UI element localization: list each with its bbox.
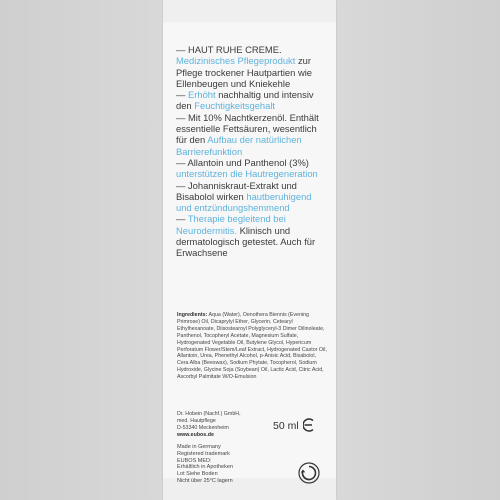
claim-3-highlight: Aufbau der natürlichen Barrierefunktion [176,134,302,157]
made-in-line-2: Registered trademark [177,450,230,457]
claim-1 [176,55,328,89]
claim-2-dash: — [176,89,188,101]
manufacturer-line-1: Dr. Hobein (Nachf.) GmbH, [177,411,241,417]
background-right [340,0,500,500]
manufacturer-info [177,411,277,439]
manufacturer-line-3: D-53340 Meckenheim [177,424,229,431]
claim-5-highlight: hautberuhigend und entzündungshemmend [176,190,312,214]
recycle-icon [298,462,320,484]
made-in-line-5: Lot Siehe Boden [177,471,218,478]
claim-5 [176,180,328,214]
claim-4 [176,157,328,180]
claim-3 [176,112,328,157]
made-in-line-3: EUBOS MED: [177,457,212,464]
claim-1-highlight: Medizinisches Pflegeprodukt [176,55,296,67]
claim-2-highlight: Erhöht [187,89,216,101]
claim-4-text: — Allantoin und Panthenol (3%) [176,156,309,168]
made-in-line-6: Nicht über 25°C lagern [177,477,233,484]
claim-6 [176,213,328,258]
claim-2-text: nachhaltig und intensiv den [176,89,314,112]
made-in-info [177,444,277,485]
claim-2 [176,89,328,112]
claim-2-highlight-2: Feuchtigkeitsgehalt [194,100,276,112]
claim-6-text: Klinisch und dermatologisch getestet. Auch für Erwachsene [176,224,316,259]
claims-title: — HAUT RUHE CREME. [176,44,282,55]
estimated-e-icon [303,417,315,433]
panel-top-flap [163,0,336,22]
package-back-panel [163,0,336,500]
ingredients-label: Ingredients: [177,312,208,318]
volume-label: 50 ml [273,420,299,432]
product-claims [176,44,328,259]
claim-5-text: — Johanniskraut-Extrakt und Bisabolol wirken [176,179,297,202]
claim-3-text: — Mit 10% Nachtkerzenöl. Enthält essentielle Fettsäuren, wesentlich für den [176,111,319,146]
background-left [0,0,160,500]
manufacturer-website: www.eubos.de [177,431,214,438]
ingredients-text: Aqua (Water), Oenothera Biennis (Evening Primrose) Oil, Dicaprylyl Ether, Glycerin, Cetearyl Ethylhexanoate, Diisostearoyl Polyglyceryl-3 Dimer Dilinoleate, Panthenol, Tocopheryl Acetate, Magnesium Sulfate, Hydrogenated Vegetable Oil, Butylene Glycol, Hypericum Perforatum Flower/Stem/Leaf Extract, Hydrogenated Castor Oil, Allantoin, Urea, Phenethyl Alcohol, p-Anisic Acid, Bisabolol, Cera Alba (Beeswax), Sodium Phytate, Tocopherol, Sodium Hydroxide, Glycine Soja (Soybean) Oil, Lactic Acid, Citric Acid, Ascorbyl Palmitate W/O-Emulsion [177,312,327,381]
claim-6-highlight: Therapie begleitend bei Neurodermitis. [176,213,286,236]
ingredients-list [177,312,327,381]
claim-6-dash: — [176,213,188,225]
made-in-line-4: Erhältlich in Apotheken [177,464,233,471]
made-in-line-1: Made in Germany [177,444,221,450]
claim-1-text: zur Pflege trockener Hautpartien wie Ellenbeugen und Kniekehle [176,55,313,89]
claim-4-highlight: unterstützen die Hautregeneration [176,168,318,180]
manufacturer-line-2: med. Hautpflege [177,417,216,424]
